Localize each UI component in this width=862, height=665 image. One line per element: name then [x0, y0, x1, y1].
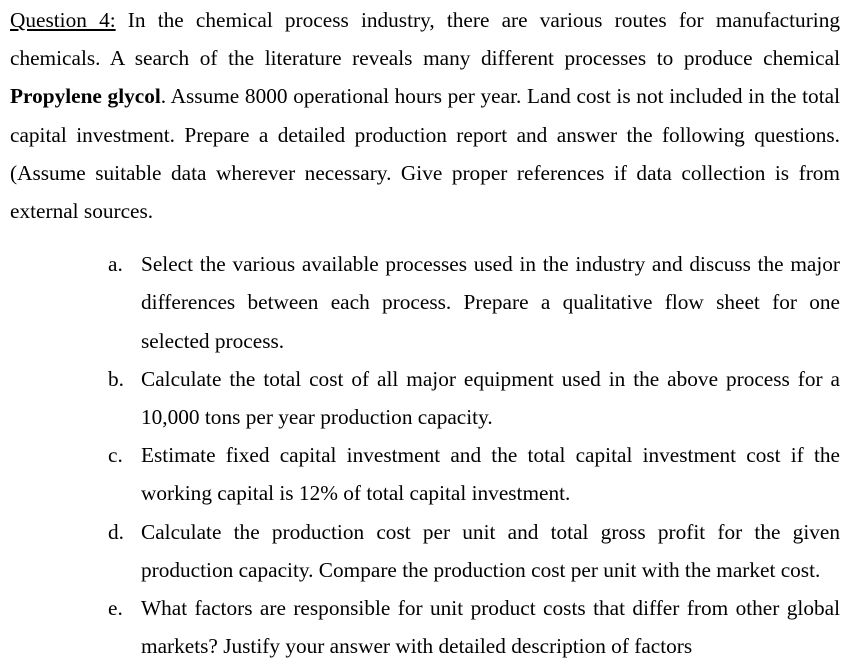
intro-text-part1: In the chemical process industry, there are various routes for manufacturing chemicals. A search of the literature reveals many different processes to produce chemical [10, 8, 840, 71]
sub-question-c [108, 436, 840, 512]
question-intro [10, 0, 840, 230]
sub-question-e [108, 589, 840, 665]
sub-question-text: Estimate fixed capital investment and the total capital investment cost if the working capital is 12% of total capital investment. [141, 443, 840, 506]
question-label: Question 4: [10, 8, 116, 32]
sub-question-a [108, 245, 840, 360]
sub-question-letter: c. [108, 443, 123, 468]
sub-question-letter: a. [108, 252, 123, 277]
intro-text-part2: . Assume 8000 operational hours per year. Land cost is not included in the total capital investment. Prepare a detailed production report and answer the following questions. (Assume suitable data wherever necessary. Give proper references if data collection is from external sources. [10, 84, 840, 224]
sub-question-text: Calculate the production cost per unit and total gross profit for the given production capacity. Compare the production cost per unit with the market cost. [141, 519, 840, 582]
sub-question-letter: e. [108, 596, 123, 621]
sub-question-d [108, 513, 840, 589]
sub-question-text: What factors are responsible for unit product costs that differ from other global markets? Justify your answer with detailed description of factors [141, 596, 840, 659]
sub-question-b [108, 360, 840, 436]
sub-question-list [108, 245, 840, 665]
sub-question-text: Calculate the total cost of all major equipment used in the above process for a 10,000 tons per year production capacity. [141, 366, 840, 430]
sub-question-letter: b. [108, 366, 124, 391]
sub-question-text: Select the various available processes used in the industry and discuss the major differences between each process. Prepare a qualitative flow sheet for one selected process. [141, 252, 840, 353]
sub-question-letter: d. [108, 519, 124, 544]
chemical-name: Propylene glycol [10, 84, 161, 109]
